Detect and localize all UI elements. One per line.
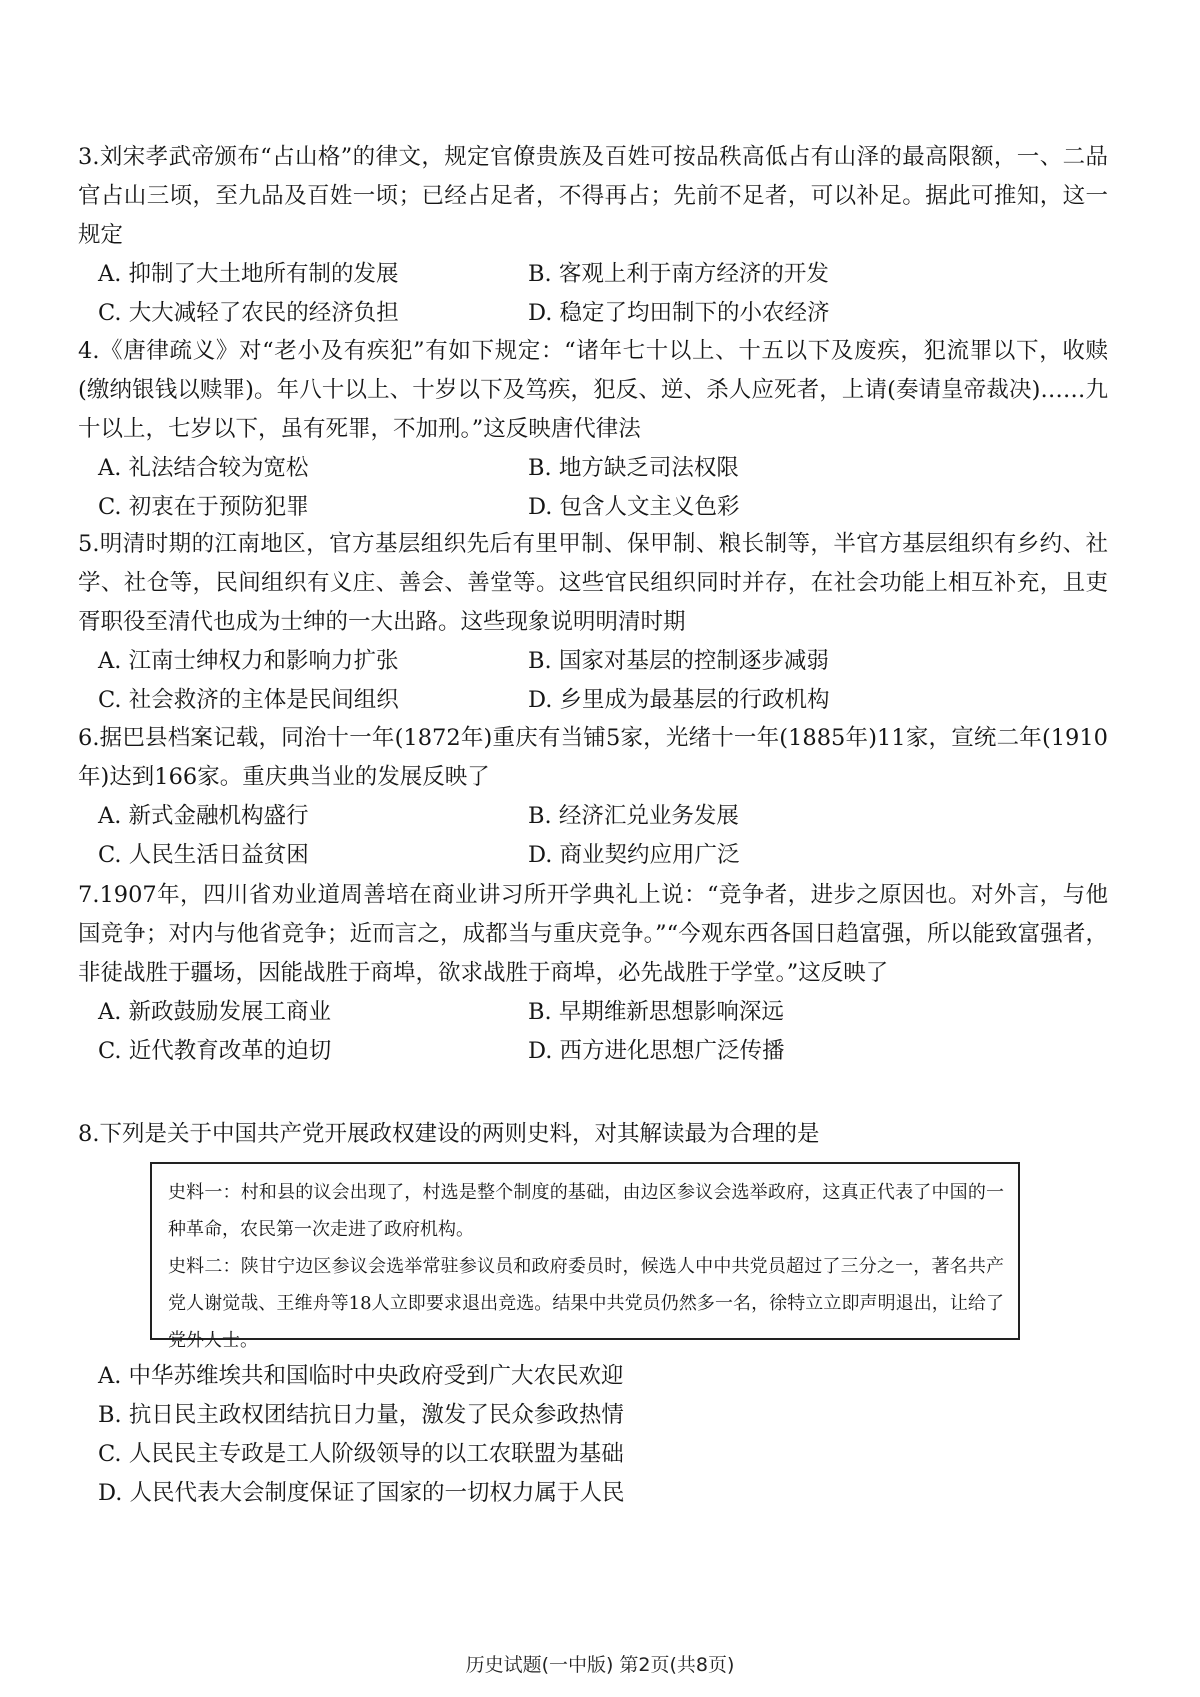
question-stem: 4.《唐律疏义》对“老小及有疾犯”有如下规定：“诸年七十以上、十五以下及废疾，犯流罪以下，收赎(缴纳银钱以赎罪)。年八十以上、十岁以下及笃疾，犯反、逆、杀人应死者，上请(奏请皇帝裁决)……九十以上，七岁以下，虽有死罪，不加刑。”这反映唐代律法	[78, 338, 1108, 442]
option-c: C. 社会救济的主体是民间组织	[98, 687, 399, 713]
question-8	[78, 1115, 1108, 1154]
question-stem: 7.1907年，四川省劝业道周善培在商业讲习所开学典礼上说：“竞争者，进步之原因也。对外言，与他国竞争；对内与他省竞争；近而言之，成都当与重庆竞争。”“今观东西各国日趋富强，所以能致富强者，非徒战胜于疆场，因能战胜于商埠，欲求战胜于商埠，必先战胜于学堂。”这反映了	[78, 882, 1108, 986]
option-c: C. 大大减轻了农民的经济负担	[98, 300, 399, 326]
option-d: D. 包含人文主义色彩	[528, 494, 740, 520]
options	[78, 255, 1108, 333]
option-c: C. 人民民主专政是工人阶级领导的以工农联盟为基础	[98, 1441, 624, 1467]
question-stem: 5.明清时期的江南地区，官方基层组织先后有里甲制、保甲制、粮长制等，半官方基层组织有乡约、社学、社仓等，民间组织有义庄、善会、善堂等。这些官民组织同时并存，在社会功能上相互补充，且吏胥职役至清代也成为士绅的一大出路。这些现象说明明清时期	[78, 531, 1108, 635]
options	[78, 642, 1108, 720]
source-material-1: 史料一：村和县的议会出现了，村选是整个制度的基础，由边区参议会选举政府，这真正代表了中国的一种革命，农民第一次走进了政府机构。	[168, 1182, 1004, 1240]
option-b: B. 地方缺乏司法权限	[528, 455, 739, 481]
question-3	[78, 138, 1108, 333]
option-a: A. 礼法结合较为宽松	[98, 455, 309, 481]
question-8-options	[78, 1357, 1108, 1513]
options	[78, 993, 1108, 1071]
option-d: D. 稳定了均田制下的小农经济	[528, 300, 830, 326]
question-4	[78, 332, 1108, 527]
option-b: B. 抗日民主政权团结抗日力量，激发了民众参政热情	[98, 1402, 624, 1428]
option-a: A. 江南士绅权力和影响力扩张	[98, 648, 399, 674]
question-stem: 3.刘宋孝武帝颁布“占山格”的律文，规定官僚贵族及百姓可按品秩高低占有山泽的最高限额，一、二品官占山三顷，至九品及百姓一顷；已经占足者，不得再占；先前不足者，可以补足。据此可推知，这一规定	[78, 144, 1108, 248]
option-d: D. 乡里成为最基层的行政机构	[528, 687, 830, 713]
option-c: C. 人民生活日益贫困	[98, 842, 309, 868]
option-d: D. 人民代表大会制度保证了国家的一切权力属于人民	[98, 1480, 625, 1506]
source-material-box	[150, 1162, 1020, 1351]
question-5	[78, 525, 1108, 720]
question-stem: 6.据巴县档案记载，同治十一年(1872年)重庆有当铺5家，光绪十一年(1885年)11家，宣统二年(1910年)达到166家。重庆典当业的发展反映了	[78, 725, 1108, 790]
options	[78, 797, 1108, 875]
source-material-2: 史料二：陕甘宁边区参议会选举常驻参议员和政府委员时，候选人中中共党员超过了三分之一，著名共产党人谢觉哉、王维舟等18人立即要求退出竞选。结果中共党员仍然多一名，徐特立立即声明退出，让给了党外人士。	[168, 1256, 1004, 1351]
option-a: A. 新政鼓励发展工商业	[98, 999, 332, 1025]
question-6	[78, 719, 1108, 875]
option-c: C. 近代教育改革的迫切	[98, 1038, 332, 1064]
question-stem: 8.下列是关于中国共产党开展政权建设的两则史料，对其解读最为合理的是	[78, 1121, 820, 1147]
page-footer: 历史试题(一中版) 第2页(共8页)	[465, 1654, 735, 1676]
option-d: D. 西方进化思想广泛传播	[528, 1038, 785, 1064]
option-a: A. 抑制了大土地所有制的发展	[98, 261, 399, 287]
option-b: B. 早期维新思想影响深远	[528, 999, 784, 1025]
option-a: A. 新式金融机构盛行	[98, 803, 309, 829]
options	[78, 449, 1108, 527]
option-b: B. 客观上利于南方经济的开发	[528, 261, 829, 287]
option-b: B. 经济汇兑业务发展	[528, 803, 739, 829]
option-d: D. 商业契约应用广泛	[528, 842, 740, 868]
option-b: B. 国家对基层的控制逐步减弱	[528, 648, 829, 674]
question-7	[78, 876, 1108, 1071]
option-a: A. 中华苏维埃共和国临时中央政府受到广大农民欢迎	[98, 1363, 624, 1389]
option-c: C. 初衷在于预防犯罪	[98, 494, 309, 520]
